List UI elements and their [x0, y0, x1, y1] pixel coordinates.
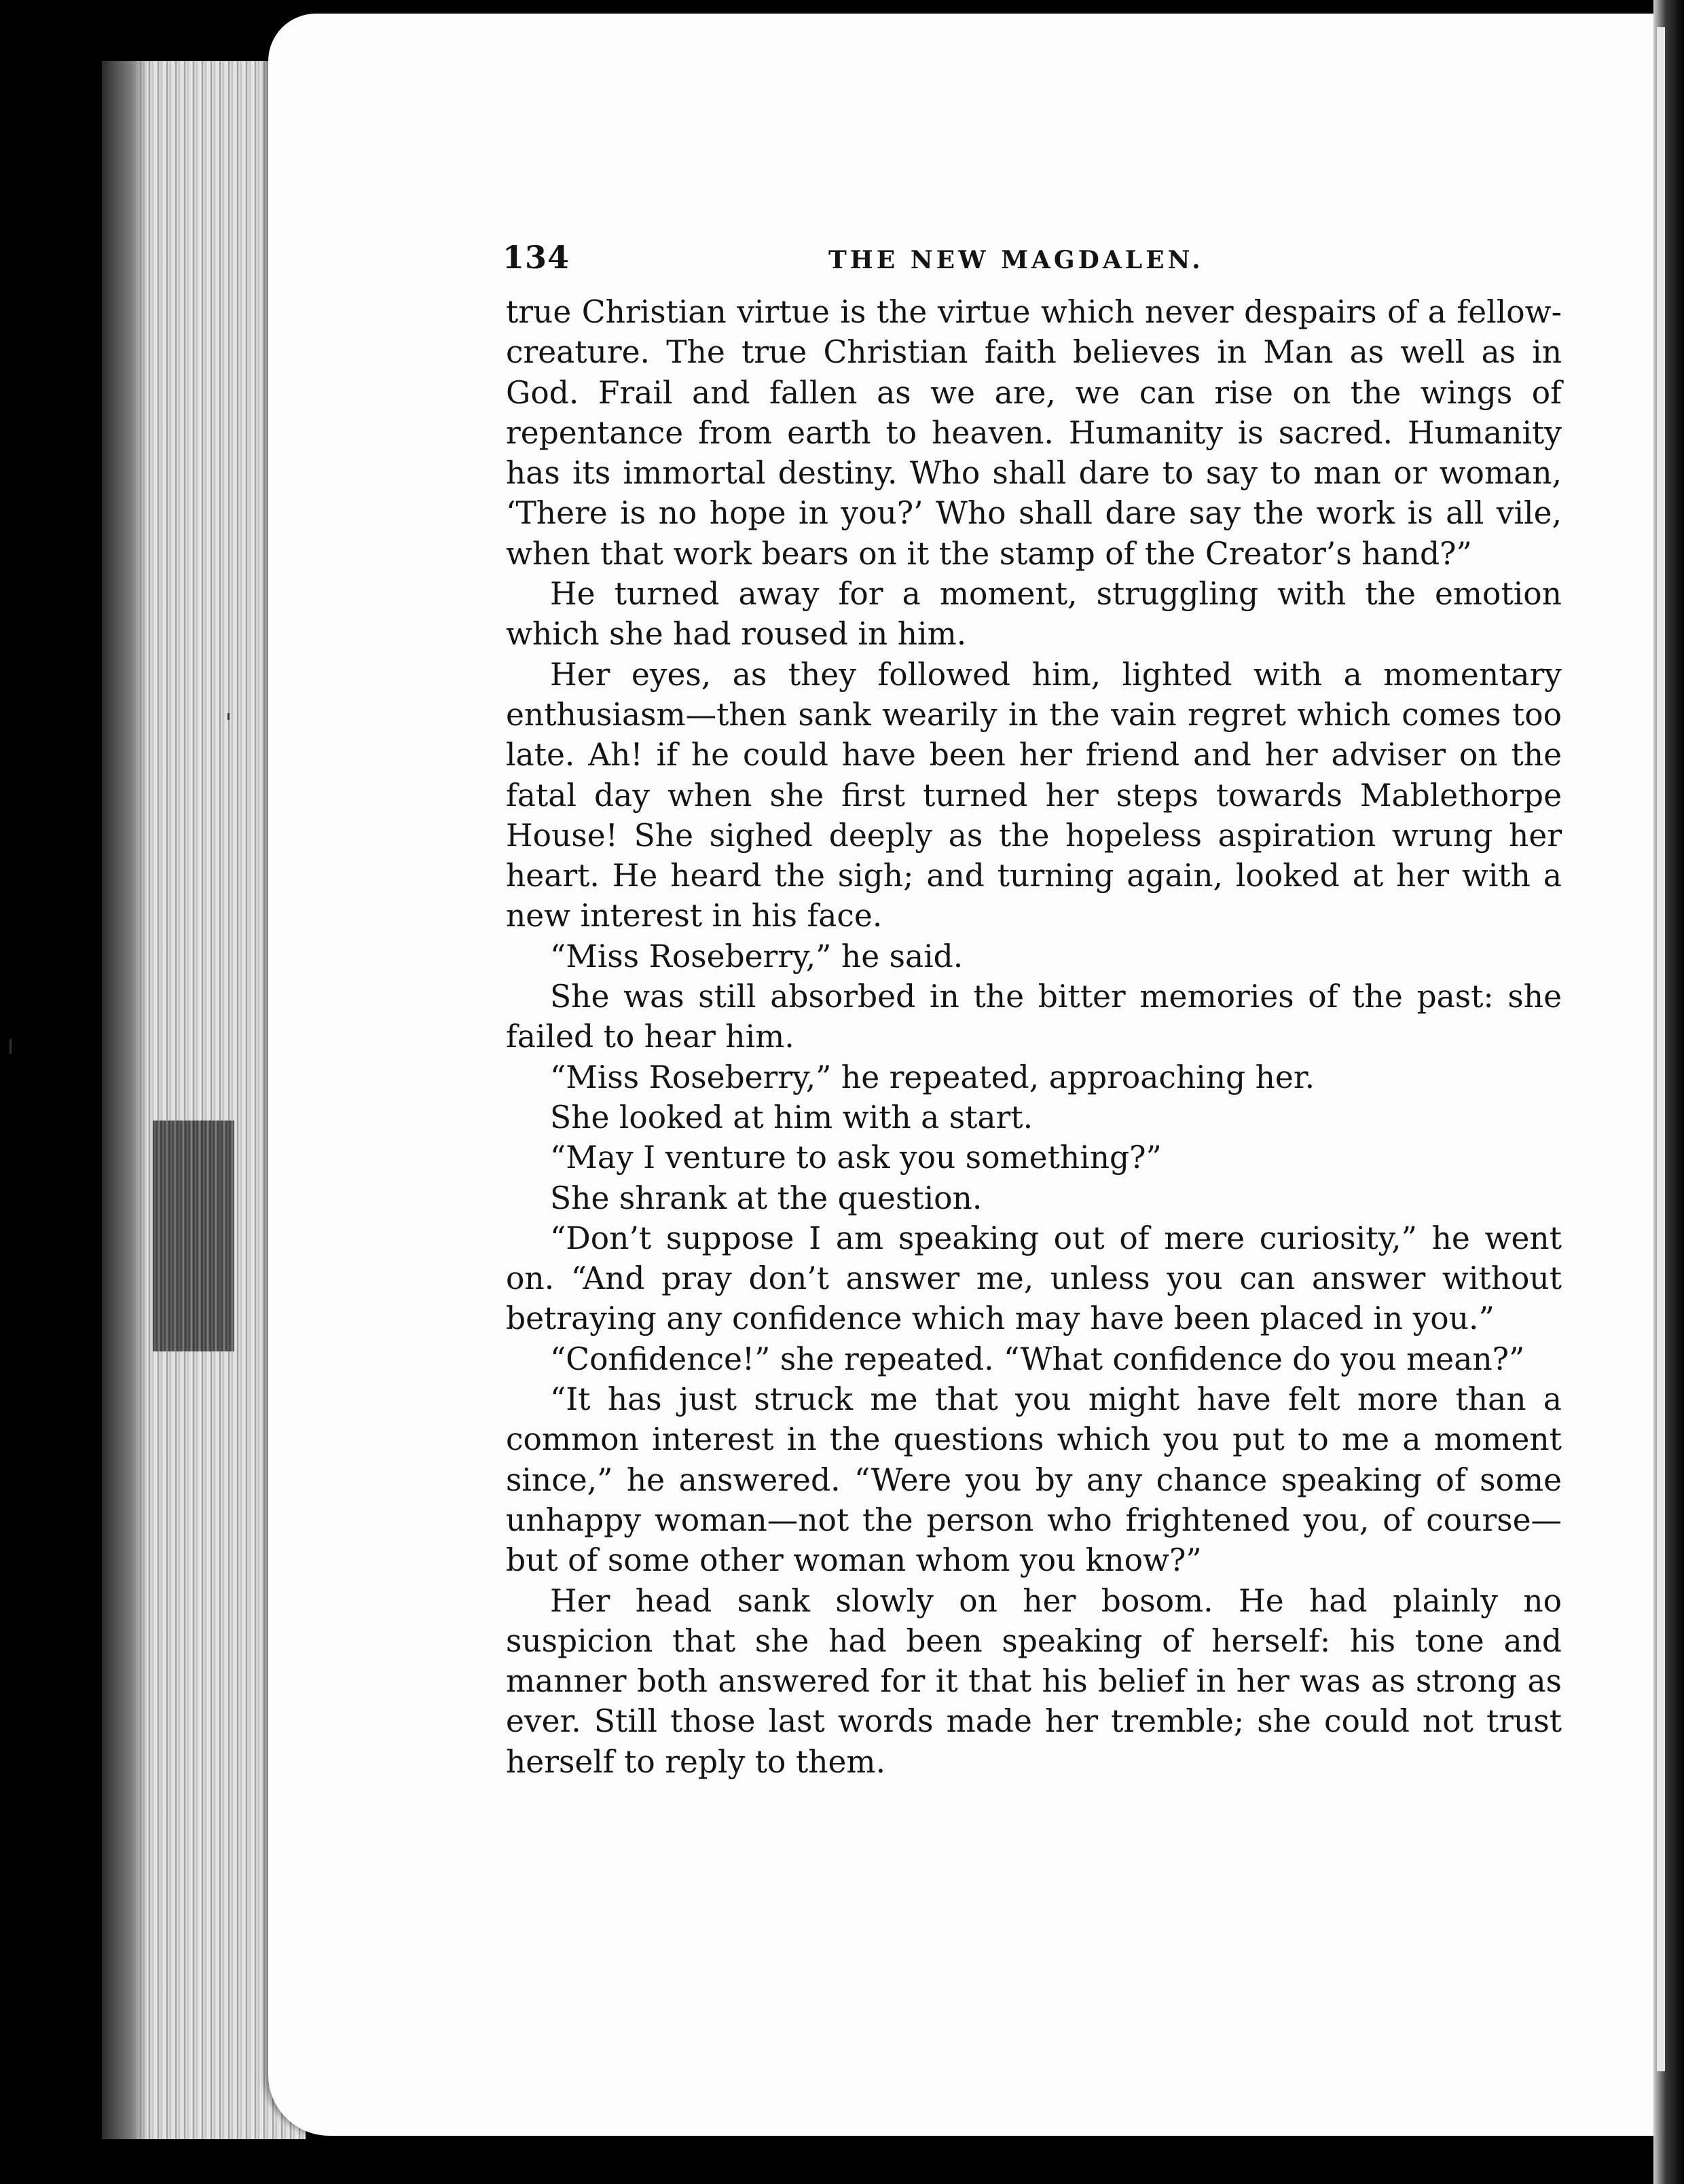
paragraph: Her head sank slowly on her bosom. He had plainly no suspicion that she had been speaking of herself: his tone and manner both answered for it that his belief in her was as strong as ever. Still those last words made her tremble; she could not trust herself to reply to them. — [506, 1582, 1562, 1780]
paragraph: She looked at him with a start. — [550, 1099, 1033, 1135]
binding-shadow — [102, 61, 149, 2139]
right-page-edge-strip — [1657, 27, 1665, 2071]
paragraph: “Miss Roseberry,” he said. — [550, 938, 964, 975]
paragraph: true Christian virtue is the virtue which never despairs of a fellow-creature. The true Christian faith believes in Man as well as in God. Frail and fallen as we are, we can rise on the wings of repentance from earth to heaven. Humanity is sacred. Humanity has its immortal destiny. Who shall dare to say to man or woman, ‘There is no hope in you?’ Who shall dare say the work is all vile, when that work bears on it the stamp of the Creator’s hand?” — [506, 294, 1562, 572]
page-number: 134 — [502, 239, 570, 276]
text-block — [502, 231, 1562, 1782]
running-head — [502, 231, 1562, 292]
scan-speck — [227, 713, 230, 720]
paragraph: “Miss Roseberry,” he repeated, approaching her. — [550, 1059, 1315, 1095]
scan-speck — [10, 1039, 12, 1054]
paragraph: Her eyes, as they followed him, lighted with a momentary enthusiasm—then sank wearily in the vain regret which comes too late. Ah! if he could have been her friend and her adviser on the fatal day when she first turned her steps towards Mablethorpe House! She sighed deeply as the hopeless aspiration wrung her heart. He heard the sigh; and turning again, looked at her with a new interest in his face. — [506, 656, 1562, 934]
paragraph: “Don’t suppose I am speaking out of mere curiosity,” he went on. “And pray don’t answer me, unless you can answer without betraying any confidence which may have been placed in you.” — [506, 1220, 1562, 1337]
paragraph: She shrank at the question. — [550, 1180, 983, 1216]
paragraph: “It has just struck me that you might have felt more than a common interest in the questions which you put to me a moment since,” he answered. “Were you by any chance speaking of some unhappy woman—not the person who frightened you, of course—but of some other woman whom you know?” — [506, 1381, 1562, 1579]
paragraph: He turned away for a moment, struggling with the emotion which she had roused in him. — [506, 576, 1562, 653]
paragraph: She was still absorbed in the bitter memories of the past: she failed to hear him. — [506, 979, 1562, 1055]
paragraph: “Confidence!” she repeated. “What confidence do you mean?” — [550, 1341, 1525, 1377]
page-edge-dark-band — [153, 1121, 234, 1351]
running-title: THE NEW MAGDALEN. — [828, 246, 1204, 274]
paragraph: “May I venture to ask you something?” — [550, 1140, 1162, 1176]
